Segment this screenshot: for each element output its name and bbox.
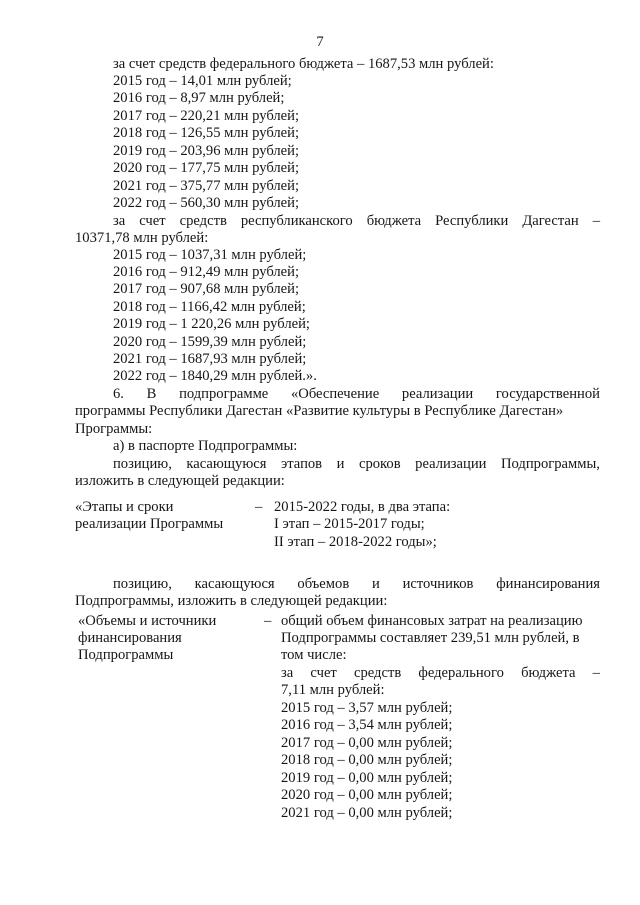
list-item: 2020 год – 0,00 млн рублей; <box>281 787 453 803</box>
intro-word: позицию, <box>113 576 172 592</box>
lead-word: счет <box>139 213 166 229</box>
list-item: 2021 год – 375,77 млн рублей; <box>113 178 300 194</box>
republican-budget-total: 10371,78 млн рублей: <box>75 230 209 246</box>
page-number: 7 <box>316 34 324 50</box>
intro-word: и <box>371 576 380 592</box>
list-item: 2022 год – 1840,29 млн рублей.». <box>113 368 317 384</box>
lead-word: за <box>281 665 294 681</box>
item6-word: подпрограмме <box>179 386 269 402</box>
intro-word: Подпрограммы, <box>501 456 600 472</box>
intro-word: финансирования <box>496 576 600 592</box>
item6-line3: Программы: <box>75 421 153 437</box>
lead-word: средств <box>179 213 227 229</box>
intro-word: и <box>336 456 345 472</box>
intro-word: касающуюся <box>194 576 275 592</box>
republican-budget-lead <box>113 213 600 230</box>
item6-heading <box>113 386 600 403</box>
list-item: 2018 год – 0,00 млн рублей; <box>281 752 453 768</box>
lead-word: за <box>113 213 126 229</box>
stages-value: I этап – 2015-2017 годы; <box>274 516 425 532</box>
list-item: 2015 год – 3,57 млн рублей; <box>281 700 453 716</box>
funding-dash: – <box>264 613 272 629</box>
lead-word: республиканского <box>240 213 353 229</box>
intro-word: касающуюся <box>186 456 267 472</box>
list-item: 2021 год – 1687,93 млн рублей; <box>113 351 307 367</box>
subitem-a: а) в паспорте Подпрограммы: <box>113 438 298 454</box>
list-item: 2020 год – 1599,39 млн рублей; <box>113 334 307 350</box>
list-item: 2022 год – 560,30 млн рублей; <box>113 195 300 211</box>
funding-federal-total: 7,11 млн рублей: <box>281 682 385 698</box>
federal-budget-lead: за счет средств федерального бюджета – 1687,53 млн рублей: <box>113 56 494 72</box>
list-item: 2018 год – 126,55 млн рублей; <box>113 125 300 141</box>
intro-word: этапов <box>280 456 323 472</box>
list-item: 2019 год – 203,96 млн рублей; <box>113 143 300 159</box>
list-item: 2015 год – 1037,31 млн рублей; <box>113 247 307 263</box>
funding-total-line2: Подпрограммы составляет 239,51 млн рублей, в <box>281 630 580 646</box>
lead-word: – <box>592 213 600 229</box>
list-item: 2019 год – 0,00 млн рублей; <box>281 770 453 786</box>
intro-word: реализации <box>415 456 487 472</box>
funding-label: Подпрограммы <box>78 647 174 663</box>
position-stages-intro-cont: изложить в следующей редакции: <box>75 473 285 489</box>
item6-word: В <box>146 386 157 402</box>
stages-dash: – <box>255 499 263 515</box>
list-item: 2017 год – 907,68 млн рублей; <box>113 281 300 297</box>
list-item: 2020 год – 177,75 млн рублей; <box>113 160 300 176</box>
intro-word: сроков <box>358 456 401 472</box>
lead-word: бюджета <box>366 213 422 229</box>
position-funding-intro <box>113 576 600 593</box>
list-item: 2017 год – 220,21 млн рублей; <box>113 108 300 124</box>
lead-word: счет <box>310 665 337 681</box>
stages-value: 2015-2022 годы, в два этапа: <box>274 499 451 515</box>
item6-word: реализации <box>401 386 474 402</box>
funding-federal-lead <box>281 665 600 682</box>
list-item: 2017 год – 0,00 млн рублей; <box>281 735 453 751</box>
funding-total-line1: общий объем финансовых затрат на реализацию <box>281 613 583 629</box>
lead-word: Республики <box>435 213 509 229</box>
intro-word: объемов <box>297 576 350 592</box>
list-item: 2021 год – 0,00 млн рублей; <box>281 805 453 821</box>
list-item: 2015 год – 14,01 млн рублей; <box>113 73 292 89</box>
lead-word: Дагестан <box>522 213 579 229</box>
lead-word: бюджета <box>521 665 576 681</box>
item6-word: государственной <box>495 386 600 402</box>
item6-word: «Обеспечение <box>290 386 380 402</box>
stages-label: реализации Программы <box>75 516 224 532</box>
list-item: 2016 год – 3,54 млн рублей; <box>281 717 453 733</box>
lead-word: – <box>592 665 600 681</box>
lead-word: федерального <box>418 665 504 681</box>
list-item: 2016 год – 8,97 млн рублей; <box>113 90 285 106</box>
funding-label: «Объемы и источники <box>78 613 217 629</box>
stages-value: II этап – 2018-2022 годы»; <box>274 534 437 550</box>
intro-word: позицию, <box>113 456 172 472</box>
item6-word: 6. <box>113 386 124 402</box>
item6-line2: программы Республики Дагестан «Развитие культуры в Республике Дагестан» <box>75 403 564 419</box>
stages-label: «Этапы и сроки <box>75 499 174 515</box>
position-stages-intro <box>113 456 600 473</box>
funding-label: финансирования <box>78 630 182 646</box>
list-item: 2016 год – 912,49 млн рублей; <box>113 264 300 280</box>
lead-word: средств <box>353 665 402 681</box>
position-funding-intro-cont: Подпрограммы, изложить в следующей редакции: <box>75 593 388 609</box>
list-item: 2019 год – 1 220,26 млн рублей; <box>113 316 310 332</box>
list-item: 2018 год – 1166,42 млн рублей; <box>113 299 306 315</box>
intro-word: источников <box>402 576 474 592</box>
funding-total-line3: том числе: <box>281 647 347 663</box>
